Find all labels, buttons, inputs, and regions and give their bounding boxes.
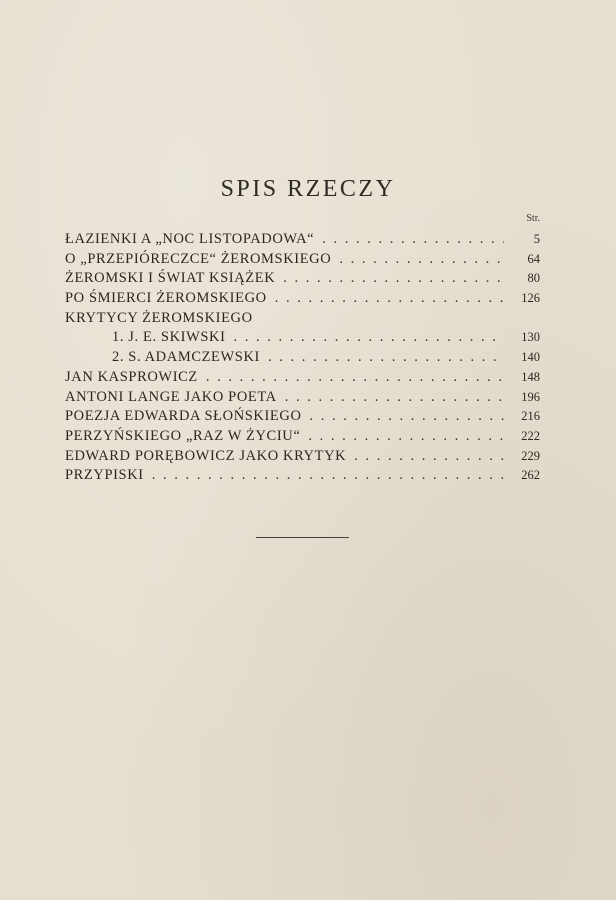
toc-page-number: 5 — [533, 232, 540, 246]
toc-entry: PO ŚMIERCI ŻEROMSKIEGO — [65, 290, 267, 307]
toc-row — [65, 328, 540, 348]
toc-entry: EDWARD PORĘBOWICZ JAKO KRYTYK — [65, 447, 347, 464]
toc-row — [65, 250, 540, 270]
toc-section-heading — [65, 309, 540, 329]
toc-row — [65, 407, 540, 427]
toc-entry: POEZJA EDWARDA SŁOŃSKIEGO — [65, 408, 302, 425]
toc-row — [65, 447, 540, 467]
toc-row — [65, 289, 540, 309]
toc-entry: PERZYŃSKIEGO „RAZ W ŻYCIU“ — [65, 427, 301, 444]
toc-page-number: 216 — [521, 409, 540, 424]
toc-entry: ŁAZIENKI A „NOC LISTOPADOWA“ — [65, 231, 315, 247]
leader-dots — [206, 368, 504, 388]
toc-page-number: 64 — [527, 251, 540, 266]
leader-dots — [354, 447, 504, 467]
toc-row — [65, 348, 540, 368]
toc-page-number: 222 — [521, 428, 540, 443]
leader-dots — [310, 407, 504, 427]
toc-page-number: 262 — [521, 468, 540, 483]
leader-dots — [234, 328, 504, 348]
toc-entry: 2. S. ADAMCZEWSKI — [112, 349, 260, 366]
toc-row — [65, 230, 540, 250]
leader-dots — [322, 230, 504, 250]
toc-entry: KRYTYCY ŻEROMSKIEGO — [65, 309, 253, 326]
page-title: SPIS RZECZY — [220, 176, 396, 202]
divider-rule — [256, 537, 349, 538]
leader-dots — [285, 388, 504, 408]
table-of-contents — [65, 230, 540, 486]
toc-page-number: 196 — [521, 389, 540, 404]
toc-row — [65, 269, 540, 289]
toc-row — [65, 427, 540, 447]
leader-dots — [152, 466, 504, 486]
toc-row — [65, 466, 540, 486]
toc-page-number: 80 — [527, 271, 540, 286]
page-column-label: Str. — [526, 213, 540, 224]
toc-page-number: 148 — [521, 369, 540, 384]
toc-entry: PRZYPISKI — [65, 467, 144, 484]
leader-dots — [268, 348, 504, 368]
toc-entry: ŻEROMSKI I ŚWIAT KSIĄŻEK — [65, 270, 276, 287]
toc-row — [65, 368, 540, 388]
leader-dots — [308, 427, 504, 447]
toc-page-number: 229 — [521, 448, 540, 463]
toc-entry: 1. J. E. SKIWSKI — [112, 329, 226, 346]
leader-dots — [275, 289, 504, 309]
toc-entry: ANTONI LANGE JAKO POETA — [65, 388, 277, 405]
toc-row — [65, 388, 540, 408]
toc-entry: O „PRZEPIÓRECZCE“ ŻEROMSKIEGO — [65, 250, 332, 267]
toc-page-number: 130 — [521, 330, 540, 345]
toc-entry: JAN KASPROWICZ — [65, 368, 198, 385]
toc-page-number: 126 — [521, 291, 540, 306]
toc-page-number: 140 — [521, 350, 540, 365]
leader-dots — [283, 269, 504, 289]
leader-dots — [339, 250, 504, 270]
